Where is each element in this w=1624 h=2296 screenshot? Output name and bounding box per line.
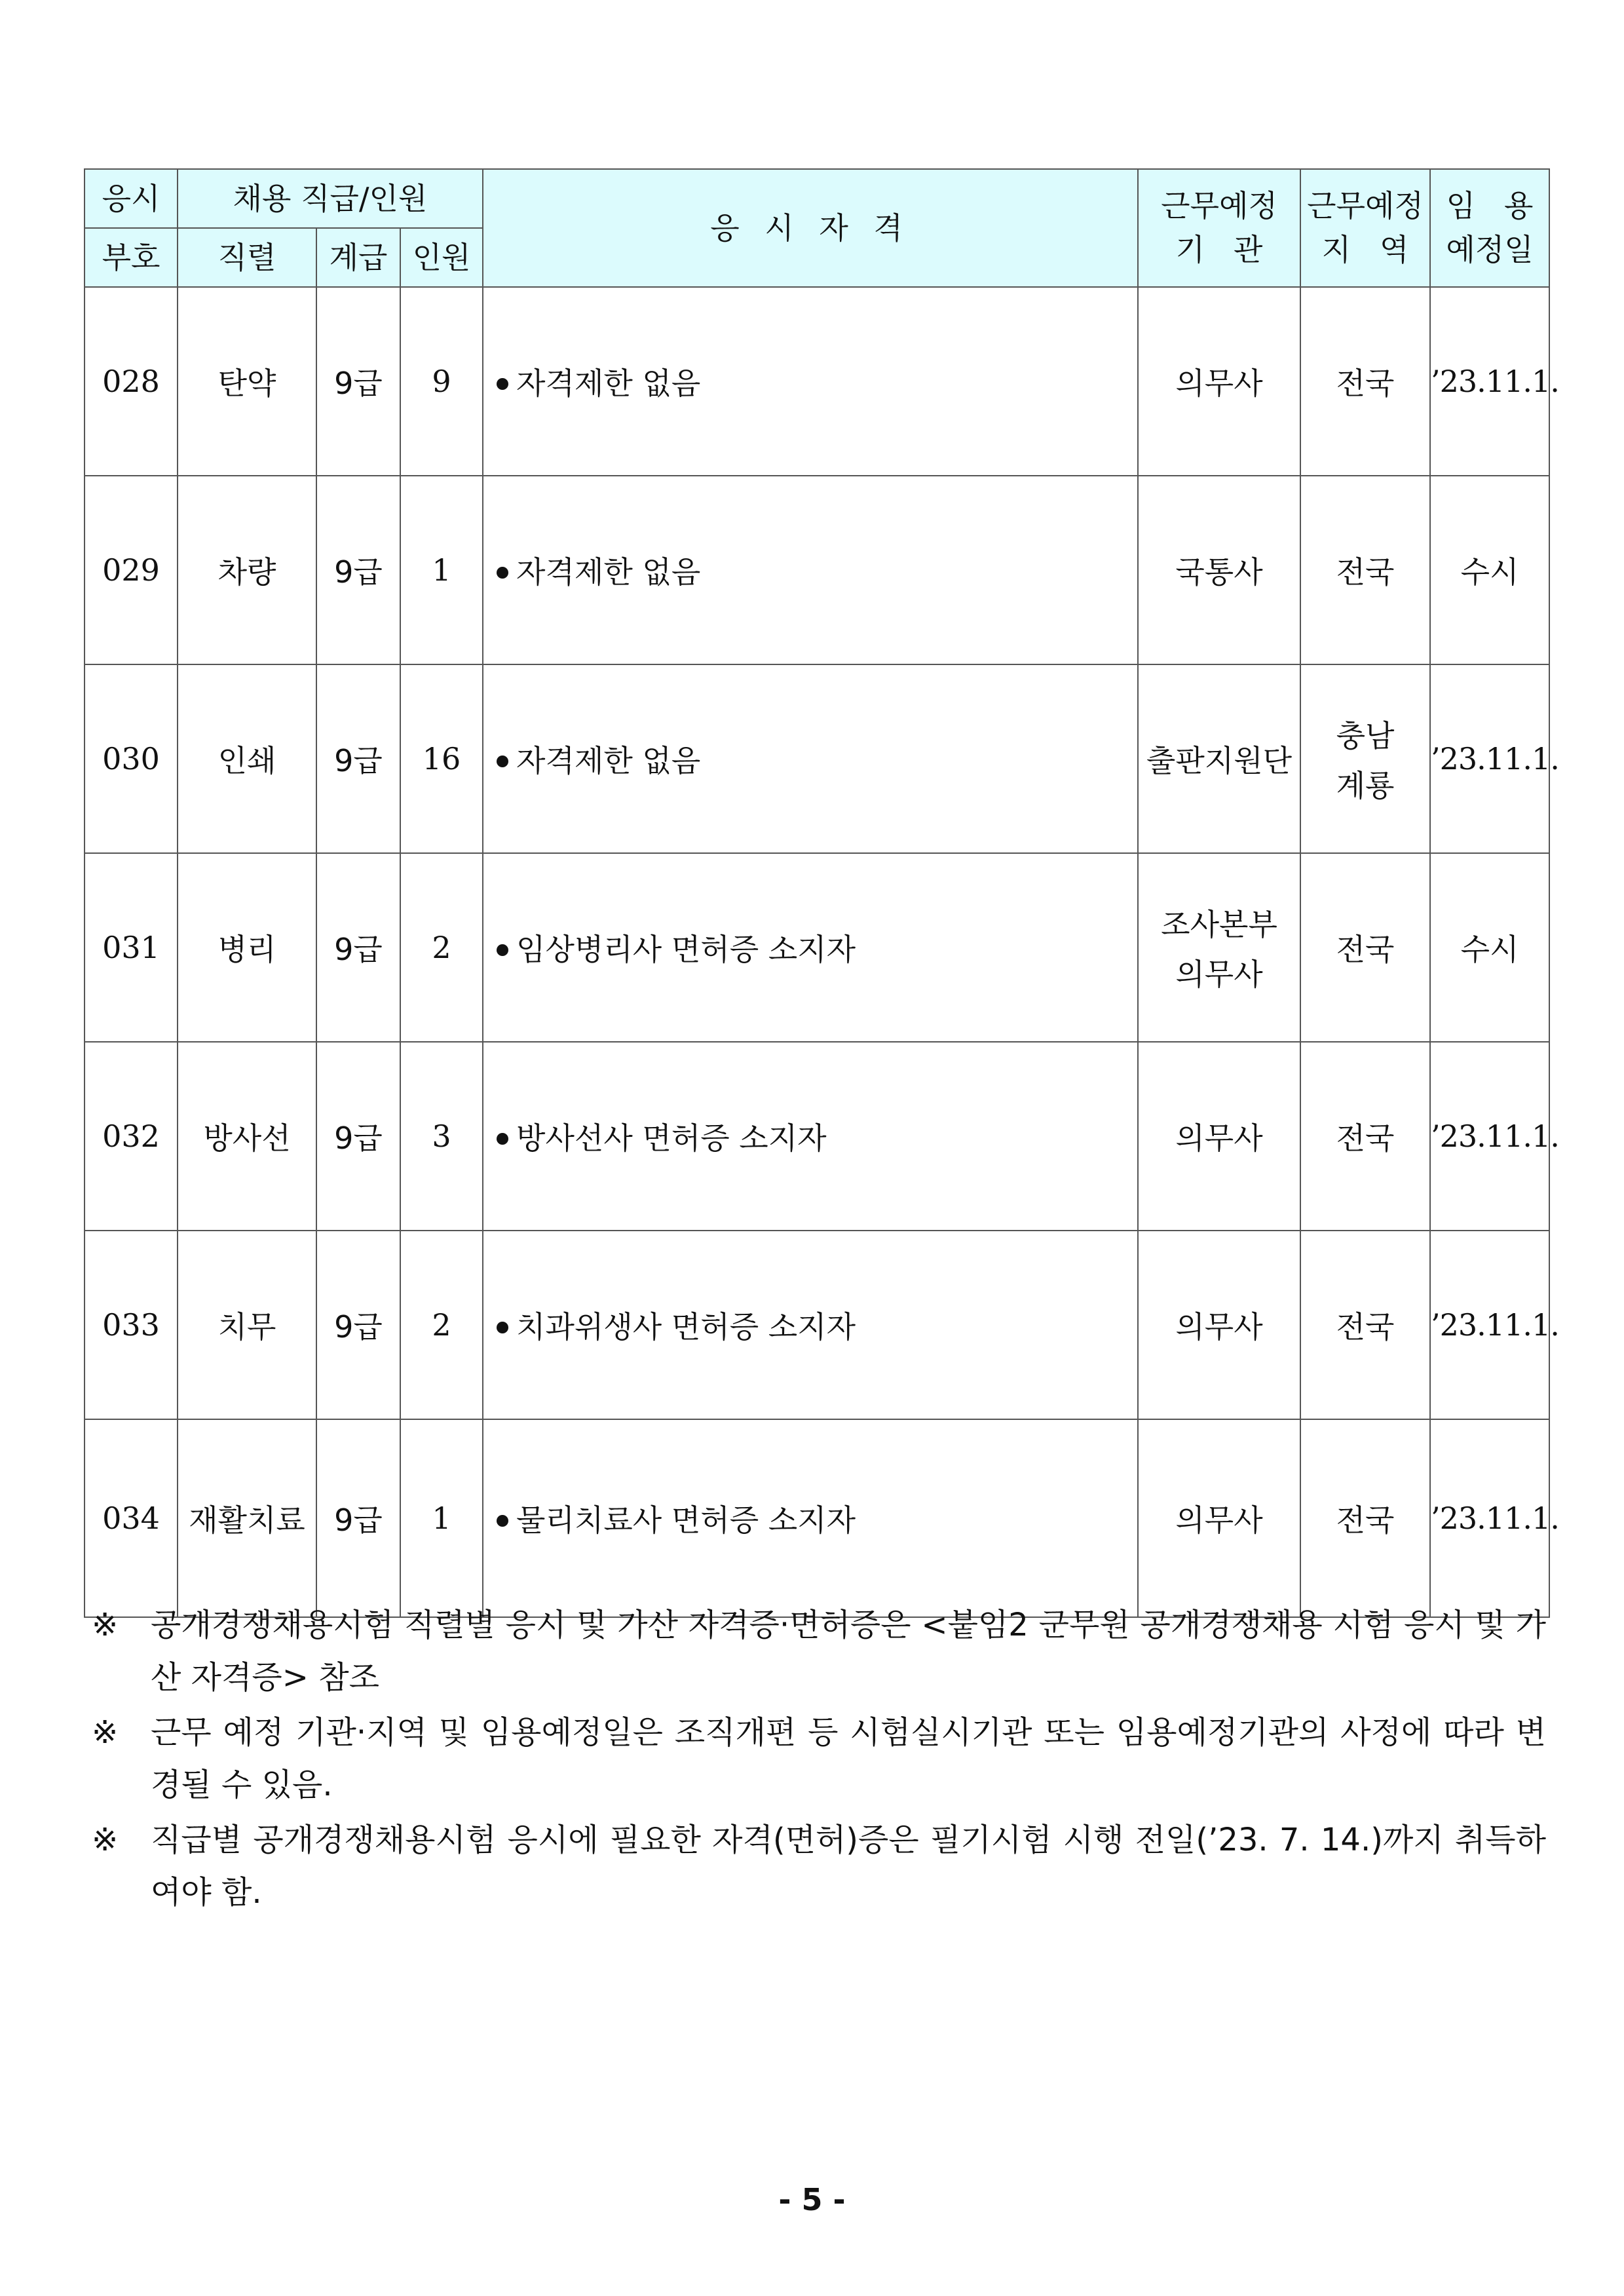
cell-series: 탄약 bbox=[178, 287, 316, 476]
header-grade: 계급 bbox=[316, 228, 400, 287]
header-org bbox=[1138, 169, 1300, 287]
note-text: 공개경쟁채용시험 직렬별 응시 및 가산 자격증‧면허증은 <붙임2 군무원 공개경쟁채용 시험 응시 및 가산 자격증> 참조 bbox=[151, 1607, 1546, 1696]
cell-count: 16 bbox=[400, 664, 483, 853]
qualification-text: 치과위생사 면허증 소지자 bbox=[516, 1309, 856, 1345]
cell-qualification bbox=[483, 664, 1138, 853]
region-line1: 전국 bbox=[1336, 1309, 1395, 1345]
recruitment-table bbox=[84, 168, 1559, 1618]
qualification-text: 물리치료사 면허증 소지자 bbox=[516, 1502, 856, 1538]
cell-date: ’23.11.1. bbox=[1430, 1419, 1549, 1617]
cell-grade: 9급 bbox=[316, 476, 400, 664]
table-row bbox=[85, 1042, 1549, 1231]
cell-date: ’23.11.1. bbox=[1430, 287, 1549, 476]
header-region bbox=[1300, 169, 1430, 287]
table-row bbox=[85, 476, 1549, 664]
header-exam-no-top: 응시 bbox=[85, 169, 178, 228]
cell-code: 034 bbox=[85, 1419, 178, 1617]
org-line1: 의무사 bbox=[1175, 1120, 1263, 1156]
header-qualification: 응 시 자 격 bbox=[483, 169, 1138, 287]
cell-qualification bbox=[483, 476, 1138, 664]
header-date bbox=[1430, 169, 1549, 287]
cell-region bbox=[1300, 853, 1430, 1042]
qualification-text: 방사선사 면허증 소지자 bbox=[516, 1120, 827, 1156]
cell-qualification bbox=[483, 1231, 1138, 1419]
cell-qualification bbox=[483, 1042, 1138, 1231]
header-series: 직렬 bbox=[178, 228, 316, 287]
table-row bbox=[85, 1231, 1549, 1419]
cell-date: 수시 bbox=[1430, 476, 1549, 664]
cell-series: 인쇄 bbox=[178, 664, 316, 853]
cell-series: 병리 bbox=[178, 853, 316, 1042]
bullet-icon bbox=[497, 1515, 508, 1527]
org-line1: 의무사 bbox=[1175, 366, 1263, 401]
table-row bbox=[85, 1419, 1549, 1617]
note-item bbox=[92, 1814, 1546, 1919]
bullet-icon bbox=[497, 1322, 508, 1333]
cell-grade: 9급 bbox=[316, 853, 400, 1042]
note-item bbox=[92, 1599, 1546, 1704]
note-text: 직급별 공개경쟁채용시험 응시에 필요한 자격(면허)증은 필기시험 시행 전일(’23. 7. 14.)까지 취득하여야 함. bbox=[151, 1822, 1546, 1911]
cell-date: ’23.11.1. bbox=[1430, 664, 1549, 853]
cell-org bbox=[1138, 853, 1300, 1042]
cell-region bbox=[1300, 1419, 1430, 1617]
region-line1: 전국 bbox=[1336, 554, 1395, 590]
cell-date: ’23.11.1. bbox=[1430, 1231, 1549, 1419]
cell-series: 재활치료 bbox=[178, 1419, 316, 1617]
table-row bbox=[85, 664, 1549, 853]
cell-grade: 9급 bbox=[316, 664, 400, 853]
region-line1: 전국 bbox=[1336, 366, 1395, 401]
note-item bbox=[92, 1706, 1546, 1811]
cell-count: 2 bbox=[400, 853, 483, 1042]
cell-region bbox=[1300, 1231, 1430, 1419]
cell-code: 033 bbox=[85, 1231, 178, 1419]
table-body bbox=[85, 287, 1559, 1617]
cell-qualification bbox=[483, 287, 1138, 476]
cell-date: ’23.11.1. bbox=[1430, 1042, 1549, 1231]
region-line1: 전국 bbox=[1336, 1502, 1395, 1538]
cell-org bbox=[1138, 1419, 1300, 1617]
cell-region bbox=[1300, 1042, 1430, 1231]
cell-region bbox=[1300, 287, 1430, 476]
cell-org bbox=[1138, 476, 1300, 664]
cell-qualification bbox=[483, 853, 1138, 1042]
org-line1: 국통사 bbox=[1175, 554, 1263, 590]
table-row bbox=[85, 853, 1549, 1042]
cell-code: 032 bbox=[85, 1042, 178, 1231]
org-line1: 의무사 bbox=[1175, 1309, 1263, 1345]
cell-code: 031 bbox=[85, 853, 178, 1042]
notes-section bbox=[92, 1599, 1546, 1921]
bullet-icon bbox=[497, 567, 508, 579]
org-line2: 의무사 bbox=[1175, 957, 1263, 992]
cell-date: 수시 bbox=[1430, 853, 1549, 1042]
header-region-line1: 근무예정 bbox=[1307, 188, 1424, 224]
cell-org bbox=[1138, 1231, 1300, 1419]
region-line1: 충남 bbox=[1336, 718, 1395, 754]
qualification-text: 자격제한 없음 bbox=[516, 366, 701, 401]
org-line1: 의무사 bbox=[1175, 1502, 1263, 1538]
qualification-text: 자격제한 없음 bbox=[516, 554, 701, 590]
cell-count: 1 bbox=[400, 1419, 483, 1617]
header-region-line2: 지 역 bbox=[1321, 232, 1409, 267]
cell-series: 차량 bbox=[178, 476, 316, 664]
cell-grade: 9급 bbox=[316, 287, 400, 476]
org-line1: 조사본부 bbox=[1161, 907, 1277, 942]
reference-mark-icon: ※ bbox=[92, 1714, 119, 1751]
cell-region bbox=[1300, 476, 1430, 664]
cell-code: 030 bbox=[85, 664, 178, 853]
cell-count: 2 bbox=[400, 1231, 483, 1419]
region-line1: 전국 bbox=[1336, 1120, 1395, 1156]
cell-count: 9 bbox=[400, 287, 483, 476]
cell-org bbox=[1138, 1042, 1300, 1231]
header-date-line2: 예정일 bbox=[1446, 232, 1534, 267]
header-exam-no-bottom: 부호 bbox=[85, 228, 178, 287]
reference-mark-icon: ※ bbox=[92, 1822, 119, 1858]
org-line1: 출판지원단 bbox=[1146, 743, 1293, 778]
bullet-icon bbox=[497, 378, 508, 390]
cell-grade: 9급 bbox=[316, 1231, 400, 1419]
reference-mark-icon: ※ bbox=[92, 1607, 119, 1643]
header-hire-group: 채용 직급/인원 bbox=[178, 169, 483, 228]
header-count: 인원 bbox=[400, 228, 483, 287]
cell-org bbox=[1138, 664, 1300, 853]
header-org-line1: 근무예정 bbox=[1161, 188, 1277, 224]
region-line2: 계룡 bbox=[1336, 768, 1395, 803]
cell-code: 029 bbox=[85, 476, 178, 664]
qualification-text: 임상병리사 면허증 소지자 bbox=[516, 932, 856, 967]
bullet-icon bbox=[497, 944, 508, 956]
cell-org bbox=[1138, 287, 1300, 476]
qualification-text: 자격제한 없음 bbox=[516, 743, 701, 778]
note-text: 근무 예정 기관‧지역 및 임용예정일은 조직개편 등 시험실시기관 또는 임용예정기관의 사정에 따라 변경될 수 있음. bbox=[151, 1714, 1546, 1803]
cell-grade: 9급 bbox=[316, 1042, 400, 1231]
cell-count: 1 bbox=[400, 476, 483, 664]
cell-series: 치무 bbox=[178, 1231, 316, 1419]
table-row bbox=[85, 287, 1549, 476]
header-org-line2: 기 관 bbox=[1175, 232, 1263, 267]
cell-grade: 9급 bbox=[316, 1419, 400, 1617]
cell-code: 028 bbox=[85, 287, 178, 476]
cell-region bbox=[1300, 664, 1430, 853]
header-date-line1: 임 용 bbox=[1446, 188, 1534, 224]
cell-series: 방사선 bbox=[178, 1042, 316, 1231]
region-line1: 전국 bbox=[1336, 932, 1395, 967]
bullet-icon bbox=[497, 1133, 508, 1145]
cell-count: 3 bbox=[400, 1042, 483, 1231]
cell-qualification bbox=[483, 1419, 1138, 1617]
page-number: - 5 - bbox=[778, 2182, 846, 2217]
bullet-icon bbox=[497, 756, 508, 767]
